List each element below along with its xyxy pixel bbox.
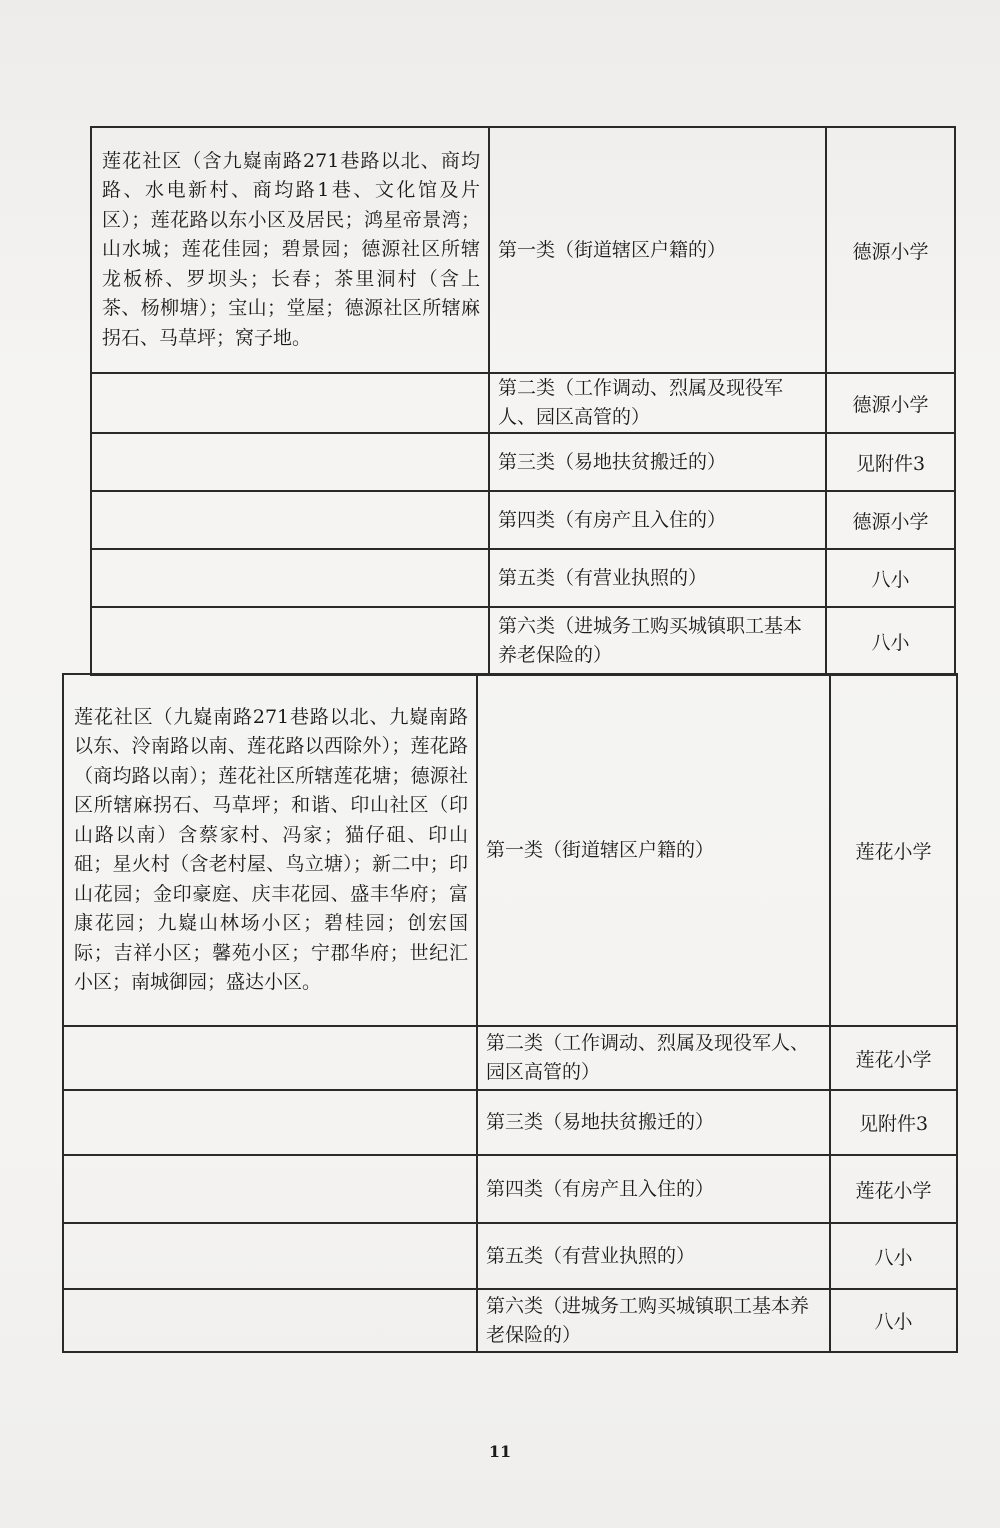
area-cell-empty [91,373,489,433]
school-cell: 八小 [826,549,955,607]
school-cell: 见附件3 [830,1090,957,1155]
table-row [91,491,955,549]
category-cell: 第一类（街道辖区户籍的） [477,674,830,1026]
category-cell: 第四类（有房产且入住的） [477,1155,830,1223]
school-cell: 莲花小学 [830,674,957,1026]
category-cell: 第三类（易地扶贫搬迁的） [489,433,826,491]
category-cell: 第五类（有营业执照的） [489,549,826,607]
area-cell-empty [63,1155,477,1223]
school-cell: 八小 [830,1223,957,1289]
area-cell-empty [63,1026,477,1090]
table-row [63,674,957,1026]
table-row [63,1155,957,1223]
category-cell: 第四类（有房产且入住的） [489,491,826,549]
table-row [91,373,955,433]
category-cell: 第二类（工作调动、烈属及现役军人、园区高管的） [477,1026,830,1090]
table-row [91,127,955,373]
school-cell: 莲花小学 [830,1155,957,1223]
category-cell: 第六类（进城务工购买城镇职工基本养老保险的） [477,1289,830,1352]
school-cell: 八小 [826,607,955,675]
page-number: 11 [488,1442,512,1461]
table-row [91,549,955,607]
table-row [63,1223,957,1289]
category-cell: 第三类（易地扶贫搬迁的） [477,1090,830,1155]
enrollment-table-section-2 [62,673,958,1353]
table-row [91,433,955,491]
area-cell-empty [91,607,489,675]
area-cell-empty [91,433,489,491]
area-cell-empty [91,491,489,549]
school-cell: 见附件3 [826,433,955,491]
table-row [63,1026,957,1090]
category-cell: 第二类（工作调动、烈属及现役军人、园区高管的） [489,373,826,433]
category-cell: 第六类（进城务工购买城镇职工基本养老保险的） [489,607,826,675]
area-cell-empty [63,1223,477,1289]
area-cell: 莲花社区（含九嶷南路271巷路以北、商均路、水电新村、商均路1巷、文化馆及片区）；莲花路以东小区及居民；鸿星帝景湾；山水城；莲花佳园；碧景园；德源社区所辖龙板桥、罗坝头；长春；茶里洞村（含上茶、杨柳塘）；宝山；堂屋；德源社区所辖麻拐石、马草坪；窝子地。 [91,127,489,373]
school-cell: 德源小学 [826,373,955,433]
category-cell: 第一类（街道辖区户籍的） [489,127,826,373]
area-cell-empty [91,549,489,607]
enrollment-table-section-1 [90,126,956,676]
school-cell: 莲花小学 [830,1026,957,1090]
category-cell: 第五类（有营业执照的） [477,1223,830,1289]
area-cell-empty [63,1289,477,1352]
area-cell: 莲花社区（九嶷南路271巷路以北、九嶷南路以东、泠南路以南、莲花路以西除外）；莲花路（商均路以南）；莲花社区所辖莲花塘；德源社区所辖麻拐石、马草坪；和谐、印山社区（印山路以南）含蔡家村、冯家；猫仔砠、印山砠；星火村（含老村屋、鸟立塘）；新二中；印山花园；金印豪庭、庆丰花园、盛丰华府；富康花园；九嶷山林场小区；碧桂园；创宏国际；吉祥小区；馨苑小区；宁郡华府；世纪汇小区；南城御园；盛达小区。 [63,674,477,1026]
school-cell: 八小 [830,1289,957,1352]
table-row [91,607,955,675]
area-cell-empty [63,1090,477,1155]
table-row [63,1289,957,1352]
school-cell: 德源小学 [826,127,955,373]
school-cell: 德源小学 [826,491,955,549]
table-row [63,1090,957,1155]
